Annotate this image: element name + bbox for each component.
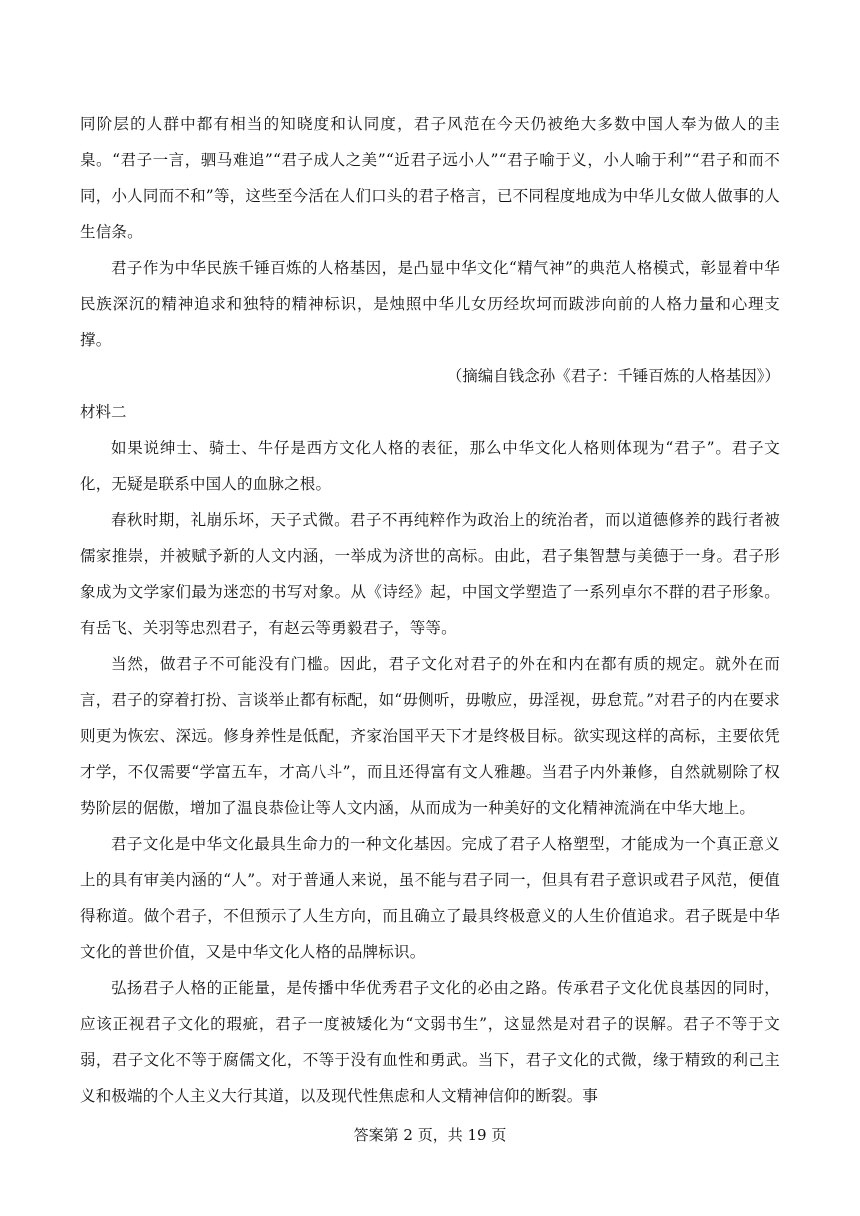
paragraph-1: 同阶层的人群中都有相当的知晓度和认同度，君子风范在今天仍被绝大多数中国人奉为做人的圭臬。“君子一言，驷马难追”“君子成人之美”“近君子远小人”“君子喻于义，小人喻于利”“君子和而不同，小人同而不和”等，这些至今活在人们口头的君子格言，已不同程度地成为中华儿女做人做事的人生信条。	[80, 115, 780, 241]
paragraph-2: 君子作为中华民族千锤百炼的人格基因，是凸显中华文化“精气神”的典范人格模式，彰显着中华民族深沉的精神追求和独特的精神标识，是烛照中华儿女历经坎坷而跋涉向前的人格力量和心理支撑。	[80, 259, 780, 349]
section-heading: 材料二	[80, 403, 127, 421]
paragraph-7: 弘扬君子人格的正能量，是传播中华优秀君子文化的必由之路。传承君子文化优良基因的同时，应该正视君子文化的瑕疵，君子一度被矮化为“文弱书生”，这显然是对君子的误解。君子不等于文弱，君子文化不等于腐儒文化，不等于没有血性和勇武。当下，君子文化的式微，缘于精致的利己主义和极端的个人主义大行其道，以及现代性焦虑和人文精神信仰的断裂。事	[80, 979, 780, 1105]
source-attribution: （摘编自钱念孙《君子：千锤百炼的人格基因》）	[446, 367, 780, 385]
paragraph-3: 如果说绅士、骑士、牛仔是西方文化人格的表征，那么中华文化人格则体现为“君子”。君子文化，无疑是联系中国人的血脉之根。	[80, 439, 780, 493]
paragraph-4: 春秋时期，礼崩乐坏，天子式微。君子不再纯粹作为政治上的统治者，而以道德修养的践行者被儒家推崇，并被赋予新的人文内涵，一举成为济世的高标。由此，君子集智慧与美德于一身。君子形象成为文学家们最为迷恋的书写对象。从《诗经》起，中国文学塑造了一系列卓尔不群的君子形象。有岳飞、关羽等忠烈君子，有赵云等勇毅君子，等等。	[80, 511, 780, 637]
paragraph-5: 当然，做君子不可能没有门槛。因此，君子文化对君子的外在和内在都有质的规定。就外在而言，君子的穿着打扮、言谈举止都有标配，如“毋侧听，毋嗷应，毋淫视，毋怠荒。”对君子的内在要求则更为恢宏、深远。修身养性是低配，齐家治国平天下才是终极目标。欲实现这样的高标，主要依凭才学，不仅需要“学富五车，才高八斗”，而且还得富有文人雅趣。当君子内外兼修，自然就剔除了权势阶层的倨傲，增加了温良恭俭让等人文内涵，从而成为一种美好的文化精神流淌在中华大地上。	[80, 655, 780, 817]
paragraph-6: 君子文化是中华文化最具生命力的一种文化基因。完成了君子人格塑型，才能成为一个真正意义上的具有审美内涵的“人”。对于普通人来说，虽不能与君子同一，但具有君子意识或君子风范，便值得称道。做个君子，不但预示了人生方向，而且确立了最具终极意义的人生价值追求。君子既是中华文化的普世价值，又是中华文化人格的品牌标识。	[80, 835, 780, 961]
page-footer: 答案第 2 页，共 19 页	[353, 1126, 507, 1144]
document-body	[80, 106, 780, 1114]
